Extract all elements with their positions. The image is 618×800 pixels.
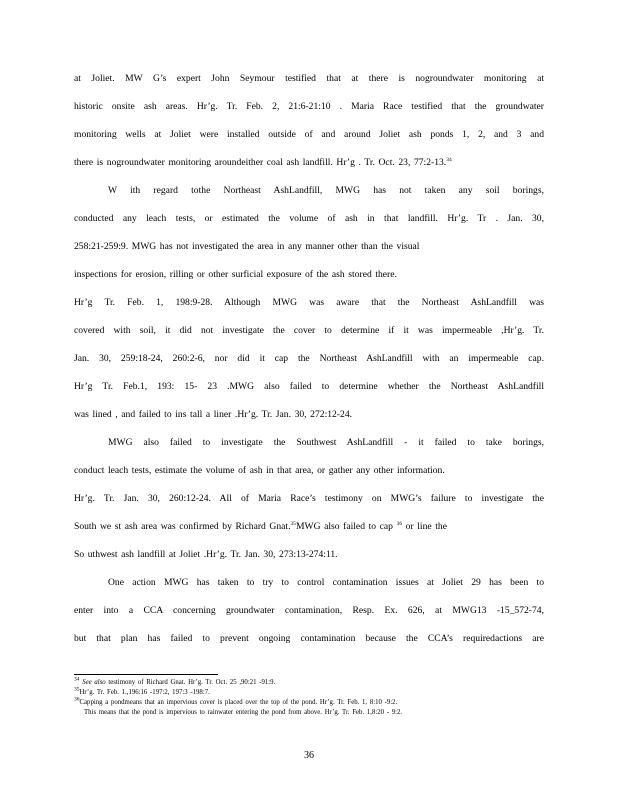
footnote-35 <box>74 686 544 697</box>
footnote-36-number: 36 <box>74 696 80 703</box>
body-line-17-part-b: MWG also failed to cap <box>295 521 393 532</box>
footnote-ref-36: 36 <box>396 520 403 527</box>
body-line-12: Hr’g Tr. Feb.1, 193: 15- 23 .MWG also failed to determine whether the Northeast AshLandfill <box>74 381 544 392</box>
body-line-3: monitoring wells at Joliet were installed outside of and around Joliet ash ponds 1, 2, and 3 and <box>74 129 544 140</box>
body-line-4 <box>74 157 554 169</box>
footnote-34 <box>74 676 544 687</box>
body-line-18: So uthwest ash landfill at Joliet .Hr’g. Tr. Jan. 30, 273:13-274:11. <box>74 549 338 560</box>
body-line-21: but that plan has failed to prevent ongoing contamination because the CCA’s requiredactions are <box>74 633 544 644</box>
body-line-19: One action MWG has taken to try to control contamination issues at Joliet 29 has been to <box>108 577 544 588</box>
body-line-16: Hr’g. Tr. Jan. 30, 260:12-24. All of Maria Race’s testimony on MWG’s failure to investigate the <box>74 493 544 504</box>
body-line-4-text: there is nogroundwater monitoring aroundeither coal ash landfill. Hr’g . Tr. Oct. 23, 77:2-13. <box>74 157 447 168</box>
body-line-9: Hr’g Tr. Feb. 1, 198:9-28. Although MWG was aware that the Northeast AshLandfill was <box>74 297 544 308</box>
footnote-36-continuation: This means that the pond is impervious to rainwater entering the pond from above. Hr’g. Tr. Feb. 1,8:20 - 9:2. <box>84 709 403 716</box>
body-line-2: historic onsite ash areas. Hr’g. Tr. Feb. 2, 21:6-21:10 . Maria Race testified that the groundwater <box>74 101 544 112</box>
body-line-6: conducted any leach tests, or estimated the volume of ash in that landfill. Hr’g. Tr . Jan. 30, <box>74 213 544 224</box>
footnote-35-text: Hr’g. Tr. Feb. 1.,196:16 -197:2, 197:3 -198:7. <box>79 689 210 696</box>
body-line-17-part-a: South we st ash area was confirmed by Richard Gnat. <box>74 521 291 532</box>
footnote-34-number: 34 <box>74 676 80 683</box>
body-line-1: at Joliet. MW G’s expert John Seymour testified that at there is nogroundwater monitoring at <box>74 73 544 84</box>
footnote-34-see-also: See also <box>82 679 106 686</box>
body-line-10: covered with soil, it did not investigate the cover to determine if it was impermeable ,Hr’g. Tr. <box>74 325 544 336</box>
body-line-11: Jan. 30, 259:18-24, 260:2-6, nor did it cap the Northeast AshLandfill with an impermeable cap. <box>74 353 544 364</box>
body-line-17 <box>74 521 544 533</box>
footnote-35-number: 35 <box>74 686 80 693</box>
footnote-36-text: Capping a pondmeans that an impervious cover is placed over the top of the pond. Hr’g. Tr. Feb. 1, 8:10 -9:2. <box>79 699 398 706</box>
footnote-34-text: testimony of Richard Gnat. Hr’g. Tr. Oct. 25 ,90:21 -91:9. <box>105 679 276 686</box>
body-line-5: W ith regard tothe Northeast AshLandfill, MWG has not taken any soil borings, <box>108 185 544 196</box>
body-line-14: MWG also failed to investigate the Southwest AshLandfill - it failed to take borings, <box>108 437 544 448</box>
page-number: 36 <box>304 750 314 761</box>
body-line-17-part-c: or line the <box>402 521 447 532</box>
body-line-15: conduct leach tests, estimate the volume of ash in that area, or gather any other information. <box>74 465 445 476</box>
footnote-ref-34: 34 <box>446 156 452 163</box>
footnote-ref-35: 35 <box>290 520 296 527</box>
body-line-13: was lined , and failed to ins tall a liner .Hr’g. Tr. Jan. 30, 272:12-24. <box>74 409 353 420</box>
footnote-divider <box>74 674 218 675</box>
body-line-7: 258:21-259:9. MWG has not investigated the area in any manner other than the visual <box>74 241 420 252</box>
body-line-8: inspections for erosion, rilling or other surficial exposure of the ash stored there. <box>74 269 397 280</box>
footnote-36 <box>74 696 544 707</box>
body-line-20: enter into a CCA concerning groundwater contamination, Resp. Ex. 626, at MWG13 -15_572-74, <box>74 605 544 616</box>
